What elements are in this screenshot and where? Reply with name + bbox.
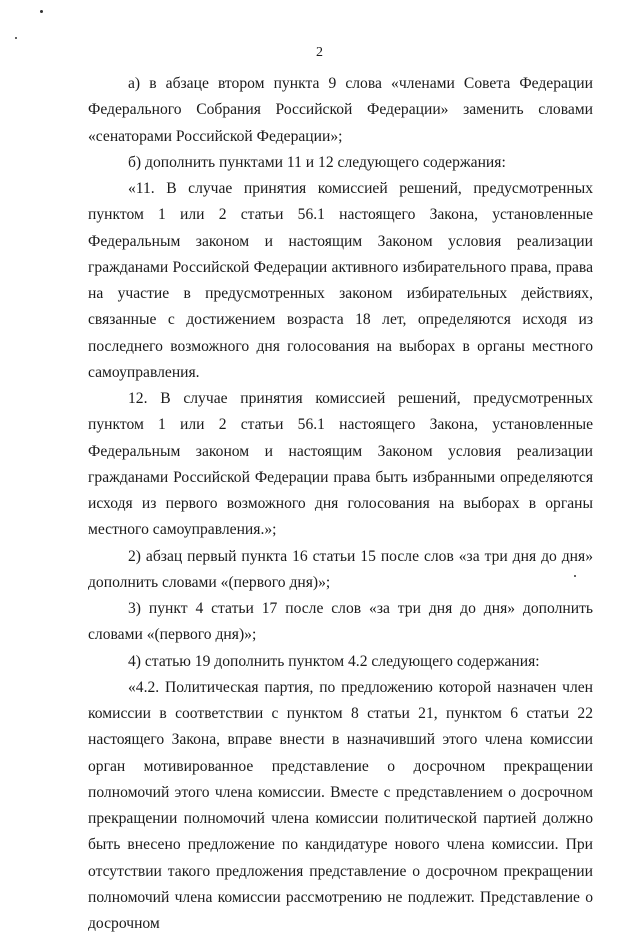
paragraph-point-4-2: «4.2. Политическая партия, по предложению которой назначен член комиссии в соответствии с пунктом 8 статьи 21, пунктом 6 статьи 22 настоящего Закона, вправе внести в назначивший этого члена комиссии орган мотивированное представление о досрочном прекращении полномочий этого члена комиссии. Вместе с представлением о досрочном прекращении полномочий члена комиссии политической партией должно быть внесено предложение по кандидатуре нового члена комиссии. При отсутствии такого предложения представление о досрочном прекращении полномочий члена комиссии рассмотрению не подлежит. Представление о досрочном [88,678,593,932]
paragraph-item-2: 2) абзац первый пункта 16 статьи 15 после слов «за три дня до дня» дополнить словами «(первого дня)»; [88,547,593,591]
paragraph-item-4: 4) статью 19 дополнить пунктом 4.2 следующего содержания: [128,652,540,670]
page-number: 2 [316,45,323,60]
scan-speck [40,10,43,13]
scan-speck [15,37,17,39]
paragraph-point-12: 12. В случае принятия комиссией решений, предусмотренных пунктом 1 или 2 статьи 56.1 настоящего Закона, установленные Федеральным законом и настоящим Законом условия реализации гражданами Российской Федерации права быть избранными определяются исходя из первого возможного дня голосования на выборах в органы местного самоуправления.»; [88,390,593,539]
document-body [88,71,593,937]
paragraph-point-11: «11. В случае принятия комиссией решений, предусмотренных пунктом 1 или 2 статьи 56.1 настоящего Закона, установленные Федеральным законом и настоящим Законом условия реализации гражданами Российской Федерации активного избирательного права, права на участие в предусмотренных законом избирательных действиях, связанные с достижением возраста 18 лет, определяются исходя из последнего возможного дня голосования на выборах в органы местного самоуправления. [88,180,593,381]
paragraph-item-3: 3) пункт 4 статьи 17 после слов «за три дня до дня» дополнить словами «(первого дня)»; [88,600,593,644]
paragraph-amendment-b: б) дополнить пунктами 11 и 12 следующего содержания: [128,153,506,171]
paragraph-amendment-a: а) в абзаце втором пункта 9 слова «членами Совета Федерации Федерального Собрания Российской Федерации» заменить словами «сенаторами Российской Федерации»; [88,75,593,145]
